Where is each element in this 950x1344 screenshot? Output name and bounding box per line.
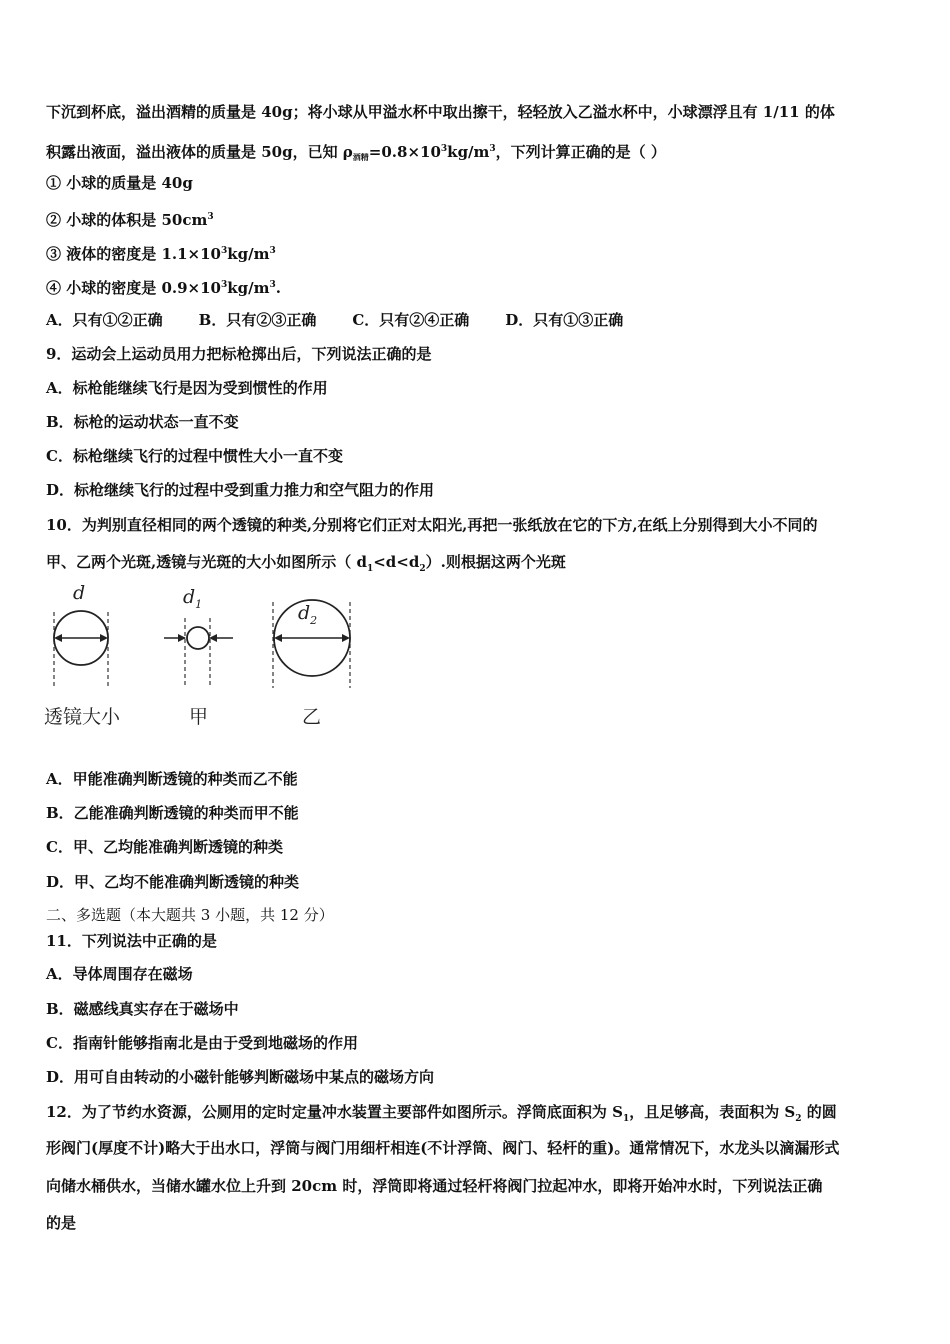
q8-statement-3: ③ 液体的密度是 $1.1\times 10^3kg/m^3$	[46, 245, 276, 263]
yi-arrow-right	[342, 634, 350, 642]
q8-option-b: B．只有②③正确	[198, 311, 317, 329]
q12-line2: 形阀门(厚度不计)略大于出水口，浮筒与阀门用细杆相连(不计浮筒、阀门、轻杆的重)。通常情况下，水龙头以滴漏形式	[46, 1139, 840, 1157]
q10-option-b: B．乙能准确判断透镜的种类而甲不能	[46, 804, 299, 822]
q11-option-d: D．用可自由转动的小磁针能够判断磁场中某点的磁场方向	[46, 1068, 435, 1086]
q12-line3: 向储水桶供水，当储水罐水位上升到 20cm 时，浮筒即将通过轻杆将阀门拉起冲水，即将开始冲水时，下列说法正确	[46, 1177, 823, 1195]
q8-line1: 下沉到杯底，溢出酒精的质量是 40g；将小球从甲溢水杯中取出擦干，轻轻放入乙溢水杯中，小球漂浮且有 1/11 的体	[46, 103, 835, 121]
q8-line2: 积露出液面，溢出液体的质量是 50g，已知 $\rho_{酒精}=0.8\times 10^3kg/m^3$，下列计算正确的是（ ）	[46, 143, 666, 162]
yi-label: 乙	[302, 706, 322, 728]
q11-option-c: C．指南针能够指南北是由于受到地磁场的作用	[46, 1034, 358, 1052]
q10-option-c: C．甲、乙均能准确判断透镜的种类	[46, 838, 283, 856]
q9-stem: 9．运动会上运动员用力把标枪掷出后，下列说法正确的是	[46, 345, 432, 363]
lens-size-label: 透镜大小	[44, 706, 121, 728]
q8-option-a: A．只有①②正确	[46, 311, 163, 329]
q11-stem: 11．下列说法中正确的是	[46, 932, 217, 950]
lens-arrow-right	[100, 634, 108, 642]
q8-statement-2: ② 小球的体积是 $50cm^3$	[46, 211, 214, 229]
q9-option-d: D．标枪继续飞行的过程中受到重力推力和空气阻力的作用	[46, 481, 435, 499]
q10-option-d: D．甲、乙均不能准确判断透镜的种类	[46, 873, 300, 891]
section-heading-multiple-choice: 二、多选题（本大题共 3 小题，共 12 分）	[46, 906, 334, 924]
yi-arrow-left	[274, 634, 282, 642]
jia-diameter-label: $d_1$	[183, 586, 203, 611]
q12-line4: 的是	[46, 1214, 77, 1232]
q10-line1: 10．为判别直径相同的两个透镜的种类,分别将它们正对太阳光,再把一张纸放在它的下方,在纸上分别得到大小不同的	[46, 516, 818, 534]
lens-arrow-left	[54, 634, 62, 642]
q10-option-a: A．甲能准确判断透镜的种类而乙不能	[46, 770, 298, 788]
q8-statement-4: ④ 小球的密度是 $0.9\times 10^3kg/m^3$.	[46, 279, 281, 297]
jia-spot-circle	[187, 627, 209, 649]
lens-circle-group	[54, 611, 108, 688]
q8-option-d: D．只有①③正确	[505, 311, 624, 329]
lens-spot-diagram	[40, 588, 380, 688]
q11-option-a: A．导体周围存在磁场	[46, 965, 193, 983]
spot-jia-group	[164, 618, 233, 688]
q9-option-a: A．标枪能继续飞行是因为受到惯性的作用	[46, 379, 328, 397]
lens-diameter-label: d	[73, 582, 86, 604]
jia-label: 甲	[189, 706, 209, 728]
q9-option-b: B．标枪的运动状态一直不变	[46, 413, 239, 431]
q9-option-c: C．标枪继续飞行的过程中惯性大小一直不变	[46, 447, 343, 465]
q12-line1: 12．为了节约水资源，公厕用的定时定量冲水装置主要部件如图所示。浮筒底面积为 $S_1$，且足够高，表面积为 $S_2$ 的圆	[46, 1103, 837, 1124]
q8-option-c: C．只有②④正确	[352, 311, 470, 329]
q8-options	[46, 309, 910, 331]
q10-line2: 甲、乙两个光斑,透镜与光斑的大小如图所示（ $d_1<d<d_2$）.则根据这两个光斑	[46, 553, 566, 574]
yi-diameter-label: $d_2$	[298, 602, 318, 627]
lens-spot-figure	[40, 582, 380, 736]
q11-option-b: B．磁感线真实存在于磁场中	[46, 1000, 239, 1018]
q8-statement-1: ① 小球的质量是 40g	[46, 174, 193, 192]
